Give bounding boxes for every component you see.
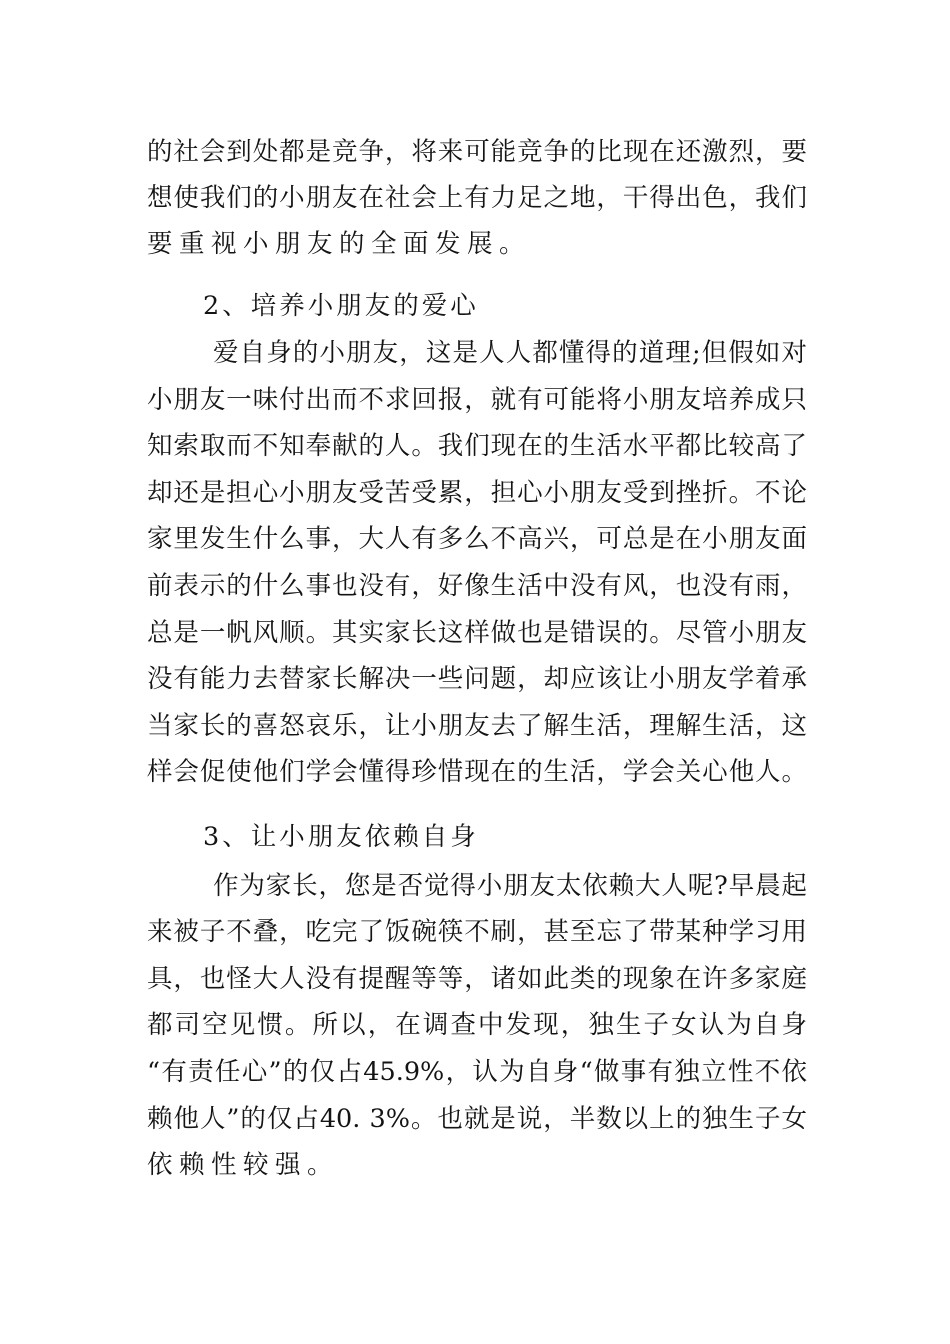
text-line: 要重视小朋友的全面发展。 [147, 229, 532, 259]
text-line: 总是一帆风顺。其实家长这样做也是错误的。尽管小朋友 [147, 618, 807, 648]
text-line: 的社会到处都是竞争，将来可能竞争的比现在还激烈，要 [147, 137, 807, 167]
section-heading: 3、让小朋友依赖自身 [203, 822, 479, 852]
text-line: 具，也怪大人没有提醒等等，诸如此类的现象在许多家庭 [147, 964, 807, 994]
text-line: “有责任心”的仅占45.9%，认为自身“做事有独立性不依 [147, 1057, 807, 1087]
text-line: 爱自身的小朋友，这是人人都懂得的道理;但假如对 [213, 338, 807, 368]
text-line: 小朋友一味付出而不求回报，就有可能将小朋友培养成只 [147, 385, 807, 415]
text-line: 作为家长，您是否觉得小朋友太依赖大人呢?早晨起 [213, 871, 807, 901]
text-line: 都司空见惯。所以，在调查中发现，独生子女认为自身 [147, 1010, 807, 1040]
section-heading: 2、培养小朋友的爱心 [203, 291, 479, 321]
text-line: 知索取而不知奉献的人。我们现在的生活水平都比较高了 [147, 431, 807, 461]
text-line: 样会促使他们学会懂得珍惜现在的生活，学会关心他人。 [147, 757, 807, 787]
text-line: 家里发生什么事，大人有多么不高兴，可总是在小朋友面 [147, 524, 807, 554]
text-line: 想使我们的小朋友在社会上有力足之地，干得出色，我们 [147, 183, 807, 213]
text-line: 依赖性较强。 [147, 1150, 340, 1180]
text-line: 没有能力去替家长解决一些问题，却应该让小朋友学着承 [147, 664, 807, 694]
text-line: 却还是担心小朋友受苦受累，担心小朋友受到挫折。不论 [147, 478, 807, 508]
text-line: 赖他人”的仅占40. 3%。也就是说，半数以上的独生子女 [147, 1104, 807, 1134]
text-line: 当家长的喜怒哀乐，让小朋友去了解生活，理解生活，这 [147, 711, 807, 741]
text-line: 来被子不叠，吃完了饭碗筷不刷，甚至忘了带某种学习用 [147, 917, 807, 947]
text-line: 前表示的什么事也没有，好像生活中没有风，也没有雨， [147, 571, 807, 601]
